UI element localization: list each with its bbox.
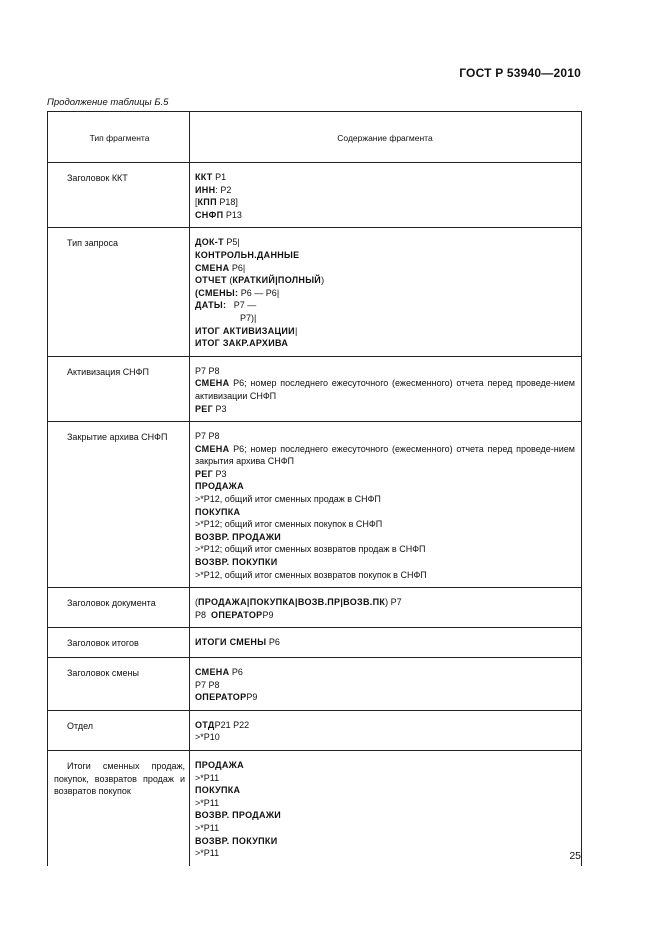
content-line: ВОЗВР. ПОКУПКИ xyxy=(195,557,278,568)
content-line: P7)| xyxy=(240,312,257,323)
content-line: ПОКУПКА xyxy=(195,785,241,796)
fragment-type: Активизация СНФП xyxy=(67,366,149,377)
fragment-content-cell xyxy=(190,422,582,588)
content-line: ДАТЫ: P7 — xyxy=(195,300,257,311)
fragment-type-cell xyxy=(48,588,190,628)
content-line: [КПП P18] xyxy=(195,197,238,208)
content-line: P7 P8 xyxy=(195,431,220,442)
content-line: ВОЗВР. ПОКУПКИ xyxy=(195,835,278,846)
standard-header: ГОСТ Р 53940—2010 xyxy=(459,66,581,80)
content-line: >*P11 xyxy=(195,822,220,833)
content-line: P7 P8 xyxy=(195,365,220,376)
table-row xyxy=(48,710,582,750)
content-line: РЕГ P3 xyxy=(195,468,227,479)
table-header-row xyxy=(48,112,582,163)
fragment-type: Итоги сменных продаж, покупок, возвратов продаж и возвратов покупок xyxy=(54,760,185,797)
content-line: (СМЕНЫ: P6 — P6| xyxy=(195,287,280,298)
content-line: ОТЧЕТ (КРАТКИЙ|ПОЛНЫЙ) xyxy=(195,275,325,286)
content-line: ИНН: P2 xyxy=(195,184,232,195)
fragment-type-cell xyxy=(48,710,190,750)
content-line: РЕГ P3 xyxy=(195,403,227,414)
content-line: ПРОДАЖА xyxy=(195,481,244,492)
content-line: СМЕНА P6| xyxy=(195,262,246,273)
fragment-type-cell xyxy=(48,228,190,356)
column-header-type: Тип фрагмента xyxy=(48,112,190,163)
content-line: СМЕНА P6 xyxy=(195,667,243,677)
fragment-content-cell xyxy=(190,228,582,356)
fragment-type: Заголовок документа xyxy=(67,598,156,609)
content-line: СМЕНА P6; номер последнего ежесуточного (ежесменного) отчета перед проведе-нием активизации СНФП xyxy=(195,378,575,401)
fragment-type-cell xyxy=(48,356,190,421)
content-line: ИТОГ АКТИВИЗАЦИИ| xyxy=(195,325,298,336)
content-line: >*P12, общий итог сменных возвратов покупок в СНФП xyxy=(195,569,427,580)
content-line: ИТОГ ЗАКР.АРХИВА xyxy=(195,338,289,349)
table-row xyxy=(48,658,582,711)
content-line: >*P10 xyxy=(195,732,220,743)
table-caption: Продолжение таблицы Б.5 xyxy=(47,97,169,108)
fragment-type: Тип запроса xyxy=(67,238,119,249)
column-header-content: Содержание фрагмента xyxy=(190,112,582,163)
fragment-type: Заголовок итогов xyxy=(67,638,139,649)
content-line: ИТОГИ СМЕНЫ P6 xyxy=(195,637,280,648)
content-line: СМЕНА P6; номер последнего ежесуточного (ежесменного) отчета перед проведе-нием закрытия архива СНФП xyxy=(195,443,575,467)
content-line: >*P12; общий итог сменных возвратов продаж в СНФП xyxy=(195,544,426,555)
table-row xyxy=(48,628,582,658)
content-line: ПРОДАЖА xyxy=(195,759,244,770)
fragment-content-cell xyxy=(190,356,582,421)
fragment-content-cell xyxy=(190,588,582,628)
content-line: P7 P8 xyxy=(195,679,220,690)
fragment-content-cell xyxy=(190,710,582,750)
content-line: ПОКУПКА xyxy=(195,506,241,517)
table-row xyxy=(48,356,582,421)
content-line: ОТДP21 P22 xyxy=(195,719,250,730)
fragment-type-cell xyxy=(48,163,190,228)
fragment-content-cell xyxy=(190,163,582,228)
content-line: P8 ОПЕРАТОРP9 xyxy=(195,609,274,620)
fragment-table xyxy=(47,111,582,866)
fragment-type-cell xyxy=(48,628,190,658)
content-line: >*P12; общий итог сменных покупок в СНФП xyxy=(195,519,383,530)
content-line: СНФП P13 xyxy=(195,209,242,220)
fragment-type: Заголовок смены xyxy=(67,668,139,678)
content-line: >*P11 xyxy=(195,797,220,808)
content-line: ВОЗВР. ПРОДАЖИ xyxy=(195,531,282,542)
fragment-content-cell xyxy=(190,628,582,658)
content-line: ДОК-Т P5| xyxy=(195,237,240,248)
fragment-type-cell xyxy=(48,658,190,711)
table-row xyxy=(48,228,582,356)
content-line: >*P11 xyxy=(195,848,220,859)
content-line: (ПРОДАЖА|ПОКУПКА|ВОЗВ.ПР|ВОЗВ.ПК) P7 xyxy=(195,597,402,608)
content-line: ВОЗВР. ПРОДАЖИ xyxy=(195,810,282,821)
fragment-type: Отдел xyxy=(67,720,94,731)
page-number: 25 xyxy=(569,850,581,862)
table-row xyxy=(48,750,582,865)
fragment-type: Закрытие архива СНФП xyxy=(67,432,168,443)
fragment-type: Заголовок ККТ xyxy=(67,173,128,183)
content-line: ОПЕРАТОРP9 xyxy=(195,692,258,703)
table-row xyxy=(48,588,582,628)
content-line: >*P11 xyxy=(195,772,220,783)
content-line: >*P12, общий итог сменных продаж в СНФП xyxy=(195,494,381,505)
fragment-type-cell xyxy=(48,422,190,588)
fragment-content-cell xyxy=(190,658,582,711)
content-line: ККТ P1 xyxy=(195,172,227,182)
table-row xyxy=(48,422,582,588)
content-line: КОНТРОЛЬН.ДАННЫЕ xyxy=(195,249,300,260)
table-row xyxy=(48,163,582,228)
fragment-type-cell xyxy=(48,750,190,865)
fragment-content-cell xyxy=(190,750,582,865)
